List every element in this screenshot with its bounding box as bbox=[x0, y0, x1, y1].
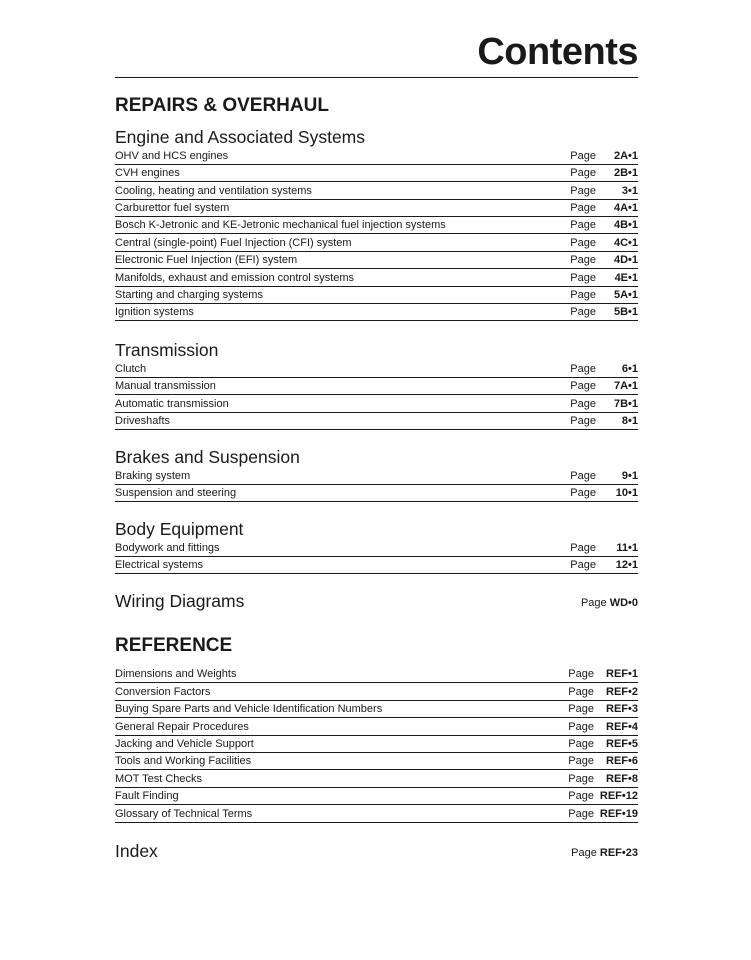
toc-label: Bodywork and fittings bbox=[115, 541, 220, 554]
page-label: Page bbox=[570, 380, 596, 393]
wiring-diagrams-entry[interactable] bbox=[115, 593, 638, 611]
page-label: Page bbox=[570, 415, 596, 428]
page-number: REF•19 bbox=[599, 807, 638, 820]
page-label: Page bbox=[568, 703, 594, 716]
toc-label: Glossary of Technical Terms bbox=[115, 807, 253, 820]
page-label: Page bbox=[571, 846, 597, 859]
toc-label: OHV and HCS engines bbox=[115, 149, 229, 162]
page-number: REF•4 bbox=[606, 720, 638, 733]
section-brakes bbox=[115, 449, 638, 502]
page-number: 3•1 bbox=[621, 184, 638, 197]
toc-list bbox=[115, 540, 638, 575]
toc-label: Carburettor fuel system bbox=[115, 202, 230, 215]
toc-label: Tools and Working Facilities bbox=[115, 755, 252, 768]
wiring-page-ref bbox=[581, 597, 638, 611]
toc-list bbox=[115, 361, 638, 431]
page-label: Page bbox=[570, 236, 596, 249]
page-number: REF•2 bbox=[606, 685, 638, 698]
page-number: 11•1 bbox=[616, 541, 638, 554]
toc-row[interactable] bbox=[115, 788, 638, 805]
toc-row[interactable] bbox=[115, 666, 638, 683]
toc-row[interactable] bbox=[115, 805, 638, 822]
page-number: 12•1 bbox=[615, 559, 638, 572]
page-label: Page bbox=[570, 254, 596, 267]
section-title: Transmission bbox=[115, 340, 219, 360]
page-number: 9•1 bbox=[621, 469, 638, 482]
section-title: Engine and Associated Systems bbox=[115, 127, 366, 147]
toc-label: Dimensions and Weights bbox=[115, 668, 237, 681]
toc-row[interactable] bbox=[115, 378, 638, 395]
toc-row[interactable] bbox=[115, 252, 638, 269]
page-label: Page bbox=[570, 184, 596, 197]
page-label: Page bbox=[570, 289, 596, 302]
toc-label: Braking system bbox=[115, 469, 191, 482]
toc-label: Ignition systems bbox=[115, 306, 194, 319]
page-label: Page bbox=[570, 487, 596, 500]
page-number: REF•8 bbox=[606, 772, 638, 785]
page-number: 4E•1 bbox=[614, 271, 638, 284]
toc-label: Automatic transmission bbox=[115, 397, 229, 410]
toc-label: Manual transmission bbox=[115, 380, 216, 393]
page-label: Page bbox=[568, 668, 594, 681]
page-number: REF•6 bbox=[606, 755, 638, 768]
page-number: 5B•1 bbox=[613, 306, 638, 319]
section-title: Body Equipment bbox=[115, 519, 244, 539]
section-title: Brakes and Suspension bbox=[115, 447, 300, 467]
toc-row[interactable] bbox=[115, 304, 638, 321]
toc-row[interactable] bbox=[115, 701, 638, 718]
index-page-ref bbox=[571, 847, 638, 861]
toc-label: Suspension and steering bbox=[115, 487, 237, 500]
page-number: 4B•1 bbox=[613, 219, 638, 232]
page-label: Page bbox=[570, 541, 596, 554]
page-number: 5A•1 bbox=[613, 289, 638, 302]
contents-header bbox=[115, 0, 638, 80]
toc-label: Cooling, heating and ventilation systems bbox=[115, 184, 312, 197]
section-body bbox=[115, 521, 638, 574]
page-label: Page bbox=[568, 685, 594, 698]
page-number: 10•1 bbox=[615, 487, 638, 500]
page-number: 6•1 bbox=[621, 362, 638, 375]
toc-row[interactable] bbox=[115, 287, 638, 304]
reference-heading: REFERENCE bbox=[115, 635, 233, 656]
page-label: Page bbox=[570, 559, 596, 572]
page-label: Page bbox=[570, 219, 596, 232]
toc-row[interactable] bbox=[115, 165, 638, 182]
page-number: REF•3 bbox=[606, 703, 638, 716]
section-title: Index bbox=[115, 841, 158, 861]
index-entry[interactable] bbox=[115, 843, 638, 861]
page-number: 4D•1 bbox=[613, 254, 638, 267]
toc-row[interactable] bbox=[115, 718, 638, 735]
page-label: Page bbox=[570, 306, 596, 319]
page-label: Page bbox=[570, 202, 596, 215]
toc-row[interactable] bbox=[115, 200, 638, 217]
toc-row[interactable] bbox=[115, 468, 638, 485]
page-number: REF•23 bbox=[599, 846, 638, 859]
toc-label: Electronic Fuel Injection (EFI) system bbox=[115, 254, 298, 267]
toc-label: Fault Finding bbox=[115, 790, 179, 803]
toc-row[interactable] bbox=[115, 395, 638, 412]
page-label: Page bbox=[570, 149, 596, 162]
toc-label: General Repair Procedures bbox=[115, 720, 249, 733]
toc-label: Electrical systems bbox=[115, 559, 204, 572]
page-number: 4C•1 bbox=[613, 236, 638, 249]
toc-label: MOT Test Checks bbox=[115, 772, 203, 785]
page-label: Page bbox=[568, 720, 594, 733]
toc-row[interactable] bbox=[115, 413, 638, 430]
page-number: REF•12 bbox=[599, 790, 638, 803]
toc-label: Driveshafts bbox=[115, 415, 171, 428]
toc-row[interactable] bbox=[115, 182, 638, 199]
page-label: Page bbox=[570, 362, 596, 375]
section-engine bbox=[115, 129, 638, 321]
section-title: Wiring Diagrams bbox=[115, 591, 245, 611]
page-number: 7B•1 bbox=[613, 397, 638, 410]
page-label: Page bbox=[568, 772, 594, 785]
page-number: REF•1 bbox=[606, 668, 638, 681]
toc-label: Central (single-point) Fuel Injection (CFI) system bbox=[115, 236, 352, 249]
contents-page bbox=[115, 0, 638, 861]
toc-row[interactable] bbox=[115, 217, 638, 234]
toc-row[interactable] bbox=[115, 753, 638, 770]
page-number: REF•5 bbox=[606, 737, 638, 750]
page-label: Page bbox=[570, 397, 596, 410]
toc-row[interactable] bbox=[115, 234, 638, 251]
toc-label: CVH engines bbox=[115, 167, 180, 180]
toc-label: Conversion Factors bbox=[115, 685, 211, 698]
toc-row[interactable] bbox=[115, 361, 638, 378]
toc-label: Buying Spare Parts and Vehicle Identification Numbers bbox=[115, 703, 383, 716]
page-label: Page bbox=[570, 271, 596, 284]
page-number: 8•1 bbox=[621, 415, 638, 428]
toc-label: Starting and charging systems bbox=[115, 289, 263, 302]
page-number: 7A•1 bbox=[613, 380, 638, 393]
toc-list bbox=[115, 148, 638, 322]
toc-row[interactable] bbox=[115, 269, 638, 286]
toc-label: Jacking and Vehicle Support bbox=[115, 737, 254, 750]
toc-row[interactable] bbox=[115, 736, 638, 753]
toc-row[interactable] bbox=[115, 557, 638, 574]
toc-label: Manifolds, exhaust and emission control systems bbox=[115, 271, 355, 284]
page-label: Page bbox=[568, 807, 594, 820]
toc-row[interactable] bbox=[115, 683, 638, 700]
reference-list bbox=[115, 666, 638, 823]
page-label: Page bbox=[580, 596, 607, 609]
page-number: WD•0 bbox=[609, 596, 638, 609]
page-label: Page bbox=[568, 737, 594, 750]
toc-row[interactable] bbox=[115, 148, 638, 165]
repairs-heading: REPAIRS & OVERHAUL bbox=[115, 95, 329, 116]
toc-label: Bosch K-Jetronic and KE-Jetronic mechanical fuel injection systems bbox=[115, 219, 446, 232]
toc-list bbox=[115, 468, 638, 503]
toc-row[interactable] bbox=[115, 770, 638, 787]
toc-row[interactable] bbox=[115, 485, 638, 502]
page-number: 2B•1 bbox=[613, 167, 638, 180]
page-label: Page bbox=[568, 755, 594, 768]
page-label: Page bbox=[570, 469, 596, 482]
header-rule bbox=[115, 77, 638, 78]
page-label: Page bbox=[568, 790, 594, 803]
page-label: Page bbox=[570, 167, 596, 180]
toc-label: Clutch bbox=[115, 362, 147, 375]
page-title: Contents bbox=[477, 31, 638, 73]
page-number: 2A•1 bbox=[613, 149, 638, 162]
page-number: 4A•1 bbox=[613, 202, 638, 215]
toc-row[interactable] bbox=[115, 540, 638, 557]
section-transmission bbox=[115, 342, 638, 430]
